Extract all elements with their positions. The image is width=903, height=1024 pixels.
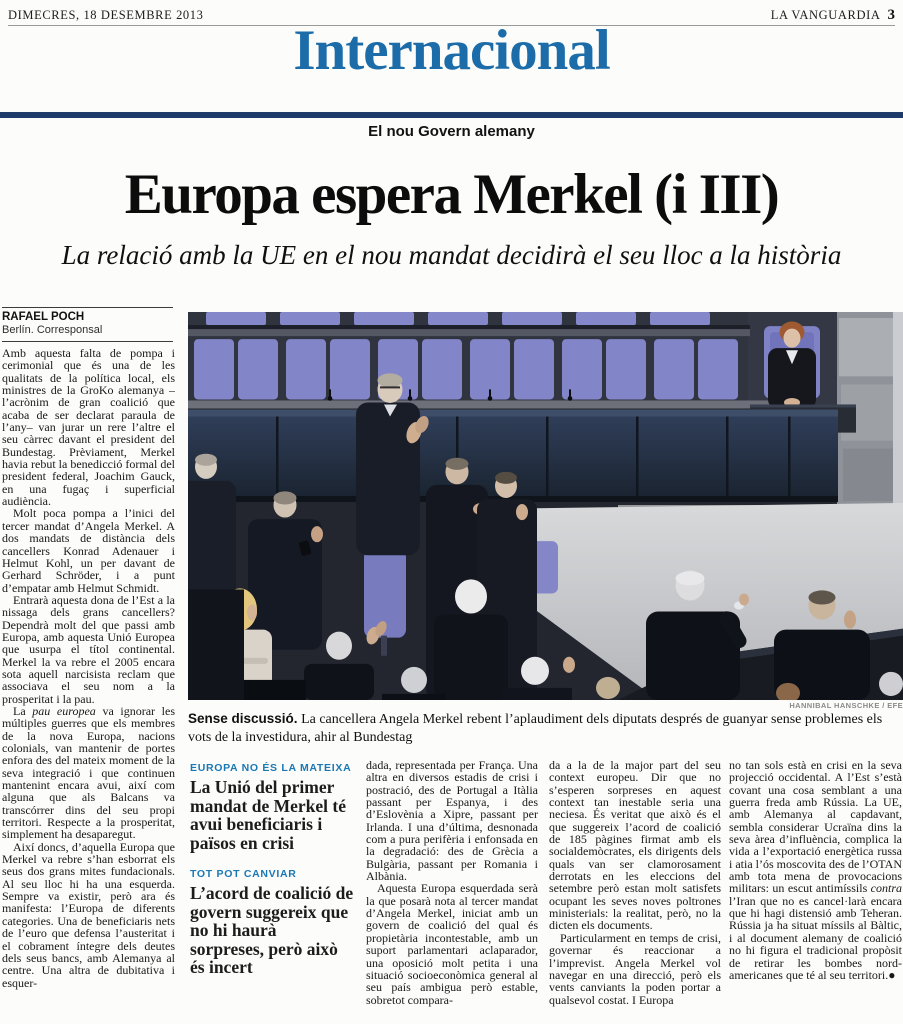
masthead-right bbox=[771, 8, 895, 23]
pull-quote-text: La Unió del primer mandat de Merkel té avui beneficiaris i països en crisi bbox=[190, 777, 347, 853]
pull-quote-kicker: EUROPA NO ÉS LA MATEIXA bbox=[190, 762, 352, 774]
story-kicker: El nou Govern alemany bbox=[368, 123, 535, 140]
subheadline: La relació amb la UE en el nou mandat decidirà el seu lloc a la història bbox=[61, 240, 842, 270]
byline-location: Berlín. Corresponsal bbox=[2, 324, 103, 336]
pull-quote bbox=[190, 868, 354, 977]
caption-lead: Sense discussió. bbox=[188, 711, 298, 726]
bundestag-photo bbox=[188, 312, 903, 700]
pull-quote-kicker: TOT POT CANVIAR bbox=[190, 868, 297, 880]
byline bbox=[2, 307, 173, 342]
article-column-3 bbox=[366, 759, 538, 1024]
article-paragraph: Aquesta Europa esquerdada serà la que posarà nota al tercer mandat d’Angela Merkel, iniciat amb un govern de coalició del qual és propietària incontestable, amb un suport parlamentari aclaparador, una oposició molt petita i una situació socioeconòmica general al seu país ambigua però estable, sobretot compara- bbox=[366, 881, 538, 1007]
photo-credit: HANNIBAL HANSCHKE / EFE bbox=[789, 701, 903, 710]
masthead-date: DIMECRES, 18 DESEMBRE 2013 bbox=[8, 8, 204, 22]
article-paragraph: Molt poca pompa a l’inici del tercer mandat d’Angela Merkel. A dos mandats de distància dels cancellers Konrad Adenauer i Helmut Kohl, un per davant de Gerhard Schröder, i a punt d’empatar amb Helmut Schmidt. bbox=[2, 506, 175, 595]
article-paragraph: no tan sols està en crisi en la seva projecció occidental. A l’Est s’està covant una cosa semblant a una guerra freda amb Rússia. La UE, amb Alemanya al capdavant, sembla considerar Ucraïna dins la seva àrea d’influència, complica la vida a l’exportació energètica russa i atia l’ós moscovita des de l’OTAN amb tota mena de provocacions militars: un escut antimíssils contra l’Iran que no es cancel·larà encara que hi hagi distensió amb Teheran. Rússia ja ha situat míssils al Bàltic, i al document alemany de coalició no hi figura el tradicional propòsit de retirar les bombes nord-americanes que té al seu territori.● bbox=[729, 759, 902, 982]
pull-quote bbox=[190, 762, 354, 852]
masthead-brand: LA VANGUARDIA bbox=[770, 8, 881, 22]
article-paragraph: La pau europea va ignorar les múltiples guerres que els membres de la nova Europa, nacions colonials, van mantenir de portes enfora des del mateix moment de la seva integració i que continuen mantenint encara avui, així com alguna que als Balcans va transcórrer dins del seu propi territori. Respecte a la prosperitat, simplement ha desaparegut. bbox=[2, 703, 175, 842]
masthead-page-number: 3 bbox=[887, 7, 895, 23]
article-paragraph: Amb aquesta falta de pompa i cerimonial que és una de les qualitats de la política local, els ministres de la GroKo alemanya –l’acrònim de gran coalició que acaba de ser declarat paraula de l’any– van jurar un rere l’altre el seu càrrec davant el president del Bundestag. Prèviament, Merkel havia rebut la benedicció formal del president federal, Joachim Gauck, en una fugaç i superficial audiència. bbox=[2, 347, 175, 509]
pull-quote-text: L’acord de coalició de govern suggereix que no hi haurà sorpreses, però això és incert bbox=[190, 883, 354, 977]
byline-author: RAFAEL POCH bbox=[2, 311, 85, 323]
caption-text: La cancellera Angela Merkel rebent l’aplaudiment dels diputats després de guanyar sense problemes els vots de la investidura, ahir al Bundestag bbox=[188, 712, 883, 745]
bundestag-photo-illustration bbox=[188, 312, 903, 700]
headline: Europa espera Merkel (i III) bbox=[124, 163, 779, 226]
article-paragraph: Particularment en temps de crisi, governar és reaccionar a l’imprevist. Angela Merkel vol navegar en una direcció, però els vents canviants la poden portar a qualsevol costat. I Europa bbox=[549, 930, 721, 1007]
article-column-4 bbox=[549, 759, 721, 1024]
article-paragraph: Entrarà aquesta dona de l’Est a la nissaga dels grans cancellers? Dependrà molt del que passi amb Europa, amb aquesta Unió Europea que usurpa el títol continental. Merkel la va rebre el 2005 encara sota aquell narcisista reclam que associava el seu nom a la prosperitat i la pau. bbox=[2, 592, 175, 706]
photo-caption bbox=[188, 710, 903, 747]
article-paragraph: Així doncs, d’aquella Europa que Merkel va rebre s’han esborrat els seus dos grans mites fundacionals. Al seu lloc hi ha una esquerda. Sempre va existir, però ara és manifesta: l’Europa de diferents categories. Una de beneficiaris nets de l’euro que defensa l’austeritat i el cobrament íntegre dels deutes dels seus bancs, amb Alemanya al centre. Una altra de dubitativa i esquer- bbox=[2, 839, 175, 990]
pull-quote-column bbox=[190, 762, 354, 993]
article-paragraph: dada, representada per França. Una altra en diversos estadis de crisi i postració, des de Portugal a Itàlia passant per Espanya, i des d’Eslovènia a Xipre, passant per Irlanda. I una d’última, desnonada com a pura perifèria i enfonsada en la degradació: des de Grècia a Bulgària, passant per Romania i Albània. bbox=[366, 759, 538, 884]
article-paragraph: da a la de la major part del seu context europeu. Dir que no s’esperen sorpreses en aquest context tan inestable seria una neciesa. És veritat que això és el que suggereix l’acord de coalició de 185 pàgines firmat amb els socialdemòcrates, els dirigents dels quals van ser clamorosament derrotats en les eleccions del setembre però estan molt satisfets ocupant les seves noves poltrones ministerials: la realitat, però, no la dicten els documents. bbox=[549, 759, 721, 933]
section-divider-bar bbox=[0, 112, 903, 118]
section-title: Internacional bbox=[293, 19, 610, 82]
article-column-5 bbox=[729, 759, 902, 1024]
article-column-1 bbox=[2, 347, 175, 1024]
